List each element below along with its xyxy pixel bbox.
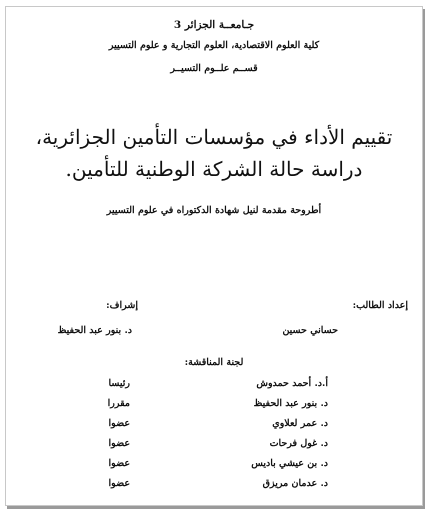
university-name: جـامعــة الجزائر 3 [173, 19, 255, 31]
jury-member-name: د. غول فرحات [269, 438, 328, 449]
jury-member-role: رئيسا [108, 378, 130, 389]
supervisor-label: إشراف: [106, 300, 138, 311]
document-page [5, 6, 423, 506]
jury-member-name: د. بن عيشي باديس [251, 458, 328, 469]
jury-member-name: د. عمر لعلاوي [272, 418, 328, 429]
supervisor-name: د. بنور عبد الحفيظ [57, 325, 132, 336]
jury-member-role: عضوا [108, 418, 130, 429]
department-name: قســم علــوم التسيــر [170, 63, 258, 74]
jury-member-role: مقررا [107, 398, 130, 409]
jury-member-role: عضوا [108, 458, 130, 469]
jury-heading: لجنة المناقشة: [184, 357, 244, 368]
jury-member-role: عضوا [108, 478, 130, 489]
student-name: حساني حسين [282, 325, 338, 336]
thesis-title-line-2: دراسة حالة الشركة الوطنية للتأمين. [65, 157, 363, 181]
jury-member-name: د. عدمان مريزق [262, 478, 328, 489]
thesis-note: أطروحة مقدمة لنيل شهادة الدكتوراه في علوم التسيير [106, 205, 322, 216]
prepared-by-label: إعداد الطالب: [352, 300, 408, 311]
jury-member-name: د. بنور عبد الحفيظ [253, 398, 328, 409]
jury-member-name: أ.د. أحمد حمدوش [256, 378, 328, 389]
thesis-title-line-1: تقييم الأداء في مؤسسات التأمين الجزائرية، [35, 125, 393, 149]
faculty-name: كلية العلوم الاقتصادية، العلوم التجارية و علوم التسيير [108, 40, 320, 51]
jury-member-role: عضوا [108, 438, 130, 449]
